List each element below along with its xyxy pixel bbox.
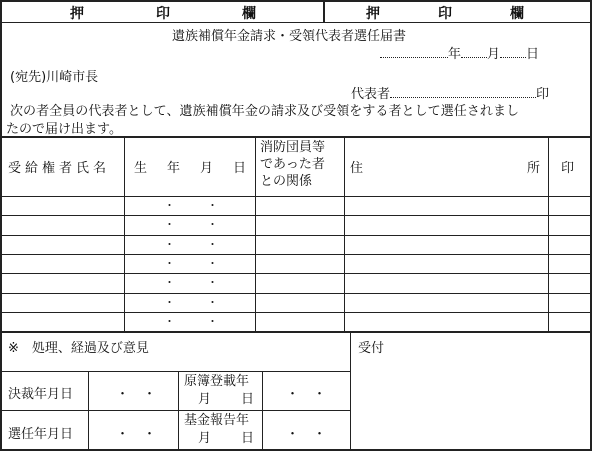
birth-date-sep-2: ・ xyxy=(207,257,218,270)
received-label: 受付 xyxy=(358,341,385,356)
col-name-text: 受給権者氏名 xyxy=(8,161,111,176)
col-birth-char-3: 月 xyxy=(199,161,213,176)
seal-left-char-1: 押 xyxy=(70,6,84,22)
table-row[interactable] xyxy=(0,196,592,215)
decision-date-sep-2: ・ xyxy=(143,387,157,402)
birth-date-sep-1: ・ xyxy=(164,315,175,328)
table-row[interactable] xyxy=(0,312,592,331)
birth-date-sep-1: ・ xyxy=(164,238,175,251)
col-birth-char-2: 年 xyxy=(166,161,180,176)
birth-date-sep-1: ・ xyxy=(164,199,175,212)
col-header-name xyxy=(8,157,118,176)
seal-box-right-label xyxy=(366,3,524,23)
fund-report-date-seps[interactable] xyxy=(286,423,326,442)
birth-date-sep-2: ・ xyxy=(207,218,218,231)
col-header-relation xyxy=(260,139,325,190)
election-date-sep-1: ・ xyxy=(116,427,130,442)
seal-right-char-3: 欄 xyxy=(510,6,524,22)
birth-date-sep-1: ・ xyxy=(164,276,175,289)
col-address-char-2: 所 xyxy=(526,161,540,176)
year-label: 年 xyxy=(448,47,462,62)
processing-label: ※ 処理、経過及び意見 xyxy=(8,341,149,356)
seal-left-char-3: 欄 xyxy=(242,6,256,22)
col-relation-line-1: 消防団員等 xyxy=(260,140,326,155)
decision-date-seps[interactable] xyxy=(116,383,156,402)
day-field[interactable] xyxy=(500,57,526,58)
month-field[interactable] xyxy=(461,57,487,58)
birth-date-sep-2: ・ xyxy=(207,315,218,328)
form-title: 遺族補償年金請求・受領代表者選任届書 xyxy=(172,29,407,44)
footer-row-line-1 xyxy=(0,371,350,372)
fund-report-day-char: 日 xyxy=(240,431,254,446)
fund-report-label xyxy=(184,412,258,448)
declaration-line-2: たので届け出ます。 xyxy=(6,122,122,137)
col-header-seal: 印 xyxy=(561,161,575,176)
table-row[interactable] xyxy=(0,235,592,254)
footer-divider-main xyxy=(350,331,351,450)
top-border xyxy=(0,0,592,2)
fund-report-month-char: 月 xyxy=(198,431,212,446)
table-bottom-line xyxy=(0,331,592,333)
birth-date-sep-2: ・ xyxy=(207,296,218,309)
representative-name-field[interactable] xyxy=(390,97,536,98)
col-address-char-1: 住 xyxy=(350,161,364,176)
fund-report-date-sep-1: ・ xyxy=(286,427,300,442)
seal-right-char-2: 印 xyxy=(438,6,452,22)
footer-row-line-2 xyxy=(0,410,350,411)
birth-date-sep-2: ・ xyxy=(207,276,218,289)
seal-box-left-label xyxy=(70,3,256,23)
registry-day-char: 日 xyxy=(240,392,254,407)
footer-col-line-2 xyxy=(178,371,179,450)
date-line xyxy=(380,43,539,62)
header-divider xyxy=(323,0,325,22)
col-relation-line-2: であった者 xyxy=(260,157,325,172)
month-label: 月 xyxy=(487,47,501,62)
election-date-sep-2: ・ xyxy=(143,427,157,442)
decision-date-label: 決裁年月日 xyxy=(8,387,74,402)
election-date-label: 選任年月日 xyxy=(8,427,74,442)
col-relation-line-3: との関係 xyxy=(260,174,313,189)
declaration-line-1: 次の者全員の代表者として、遺族補償年金の請求及び受領をする者として選任されまし xyxy=(10,104,520,119)
table-row[interactable] xyxy=(0,293,592,312)
day-label: 日 xyxy=(526,47,540,62)
birth-date-sep-1: ・ xyxy=(164,218,175,231)
registry-date-sep-1: ・ xyxy=(286,387,300,402)
col-birth-char-4: 日 xyxy=(232,161,246,176)
birth-date-sep-2: ・ xyxy=(207,199,218,212)
registry-label xyxy=(184,373,258,409)
election-date-seps[interactable] xyxy=(116,423,156,442)
addressee: (宛先)川崎市長 xyxy=(10,70,99,85)
registry-label-line-1: 原簿登載年 xyxy=(184,374,250,389)
fund-report-date-sep-2: ・ xyxy=(313,427,327,442)
birth-date-sep-2: ・ xyxy=(207,238,218,251)
fund-report-label-line-1: 基金報告年 xyxy=(184,413,250,428)
registry-date-seps[interactable] xyxy=(286,383,326,402)
col-header-birth xyxy=(134,157,246,176)
birth-date-sep-1: ・ xyxy=(164,296,175,309)
seal-right-char-1: 押 xyxy=(366,6,380,22)
table-row[interactable] xyxy=(0,273,592,292)
representative-seal-mark: 印 xyxy=(536,87,550,102)
seal-left-char-2: 印 xyxy=(156,6,170,22)
birth-date-sep-1: ・ xyxy=(164,257,175,270)
year-field[interactable] xyxy=(380,57,448,58)
footer-col-line-1 xyxy=(88,371,89,450)
registry-month-char: 月 xyxy=(198,392,212,407)
representative-label: 代表者 xyxy=(351,87,391,102)
col-header-address xyxy=(350,157,540,176)
decision-date-sep-1: ・ xyxy=(116,387,130,402)
registry-date-sep-2: ・ xyxy=(313,387,327,402)
table-row[interactable] xyxy=(0,215,592,234)
table-row[interactable] xyxy=(0,254,592,273)
col-birth-char-1: 生 xyxy=(134,161,148,176)
footer-col-line-3 xyxy=(262,371,263,450)
registry-label-line-2 xyxy=(184,391,258,409)
fund-report-label-line-2 xyxy=(184,430,258,448)
